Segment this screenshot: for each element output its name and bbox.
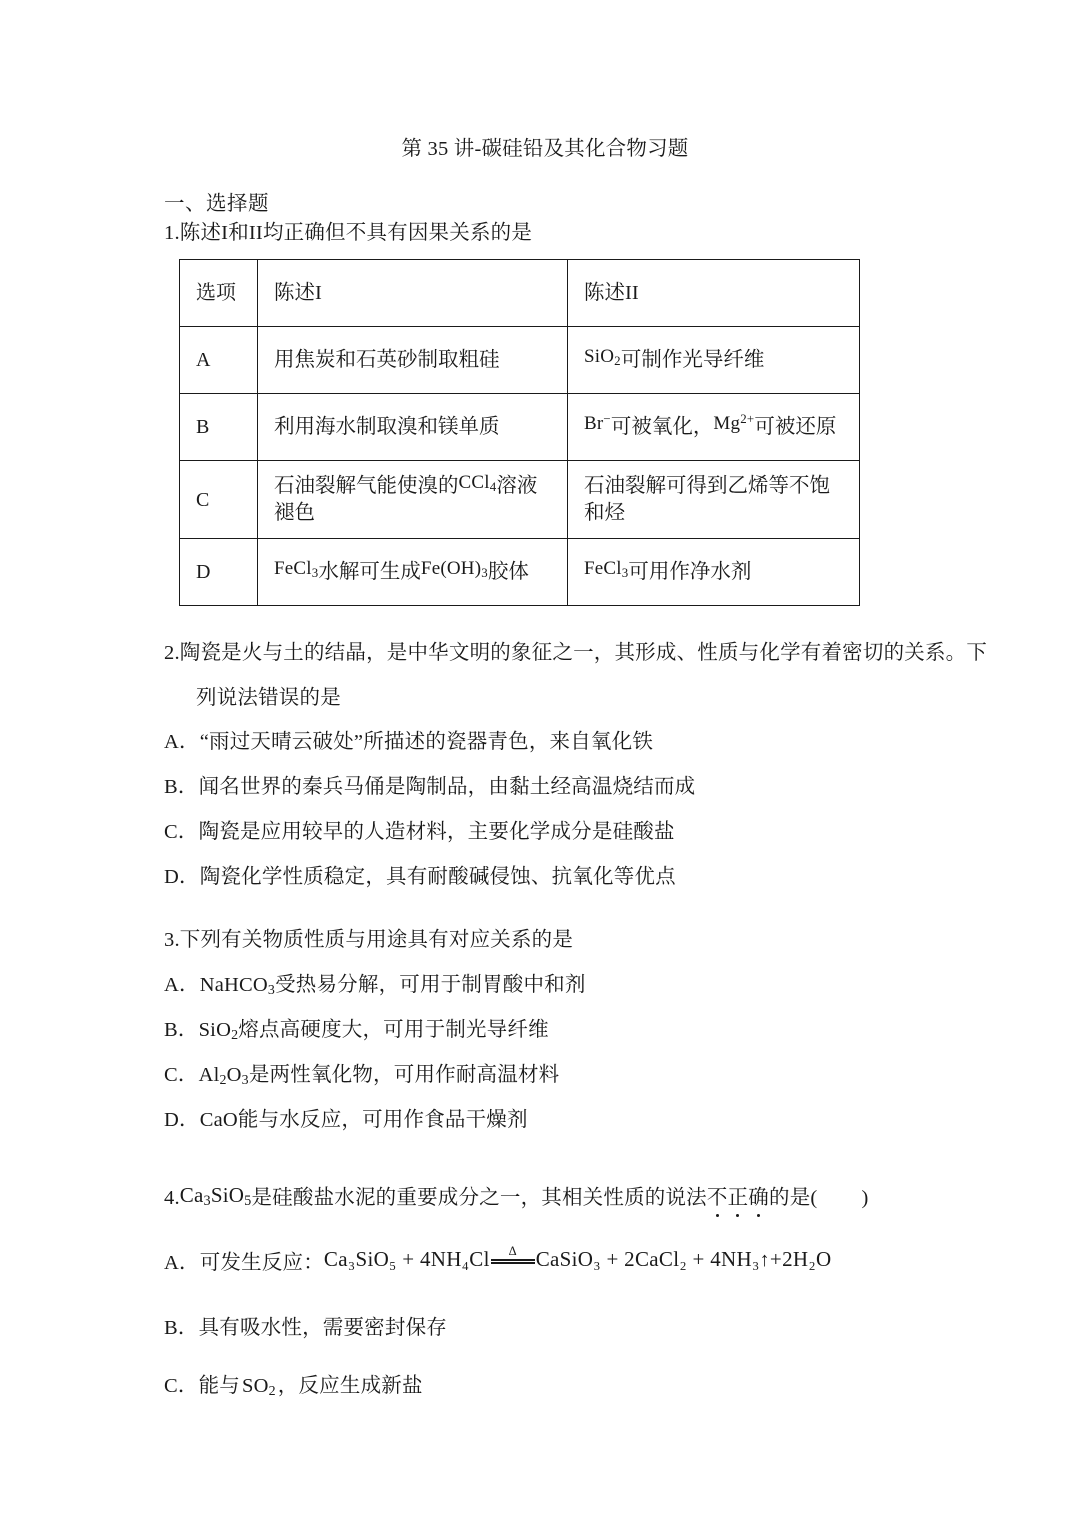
question-2-option-a-label: A． (164, 731, 200, 753)
row-b-statement-1 (258, 394, 568, 461)
question-4-option-c (164, 1374, 423, 1400)
question-3-formula-al2o3: $Al_2O_3$ (198, 1064, 249, 1089)
question-2-option-b-label: B． (164, 776, 199, 798)
eq-plus-3: + (692, 1247, 705, 1271)
question-2-option-b-text: 闻名世界的秦兵马俑是陶制品，由黏土经高温烧结而成 (198, 776, 696, 798)
eq-condition: Δ (508, 1244, 517, 1259)
row-d-statement-1-text-mid: 水解可生成 (318, 560, 421, 583)
question-4-formula-so2: $SO_2$ (241, 1375, 276, 1400)
row-b-formula-bromide: Br− (584, 410, 611, 434)
question-4-option-c-label: C． (164, 1375, 199, 1397)
row-a-statement-1 (258, 327, 568, 394)
question-4-number: 4. (164, 1187, 180, 1209)
question-4-stem-text-before: 是硅酸盐水泥的重要成分之一，其相关性质的说法 (251, 1187, 707, 1209)
statement-table (179, 259, 860, 606)
question-4-formula-ca3sio5: $Ca_3SiO_5$ (179, 1183, 252, 1210)
question-3-option-b (164, 1018, 549, 1044)
question-3-option-b-label: B． (164, 1019, 199, 1041)
row-c-statement-1-text-before: 石油裂解气能使溴的 (274, 475, 459, 497)
question-2-option-d-label: D． (164, 866, 200, 888)
question-2-option-c-text: 陶瓷是应用较早的人造材料，主要化学成分是硅酸盐 (198, 821, 675, 843)
question-4-stem (164, 1184, 868, 1212)
question-2-stem-line-1: 2.陶瓷是火与土的结晶，是中华文明的象征之一，其形成、性质与化学有着密切的关系。下 (164, 642, 988, 664)
question-2-option-a-text: “雨过天晴云破处”所描述的瓷器青色，来自氧化铁 (199, 731, 654, 753)
row-c-formula-ccl4: CCl$_4$ (458, 472, 497, 494)
row-c-statement-2-text: 石油裂解可得到乙烯等不饱和烃 (584, 475, 830, 524)
question-4-option-a (164, 1244, 832, 1277)
question-3-formula-sio2: SiO$_2$ (198, 1019, 239, 1044)
row-option-b: B (180, 394, 258, 461)
question-2-option-c (164, 820, 675, 846)
question-2-option-b (164, 775, 695, 801)
row-d-formula-feoh3: $Fe(OH)_3$ (420, 557, 488, 580)
table-row (180, 327, 860, 394)
question-3-option-d-label: D． (164, 1109, 200, 1131)
question-1-stem: 1.陈述I和II均正确但不具有因果关系的是 (164, 222, 533, 244)
reaction-equation (324, 1246, 832, 1273)
question-3-option-c-text: 是两性氧化物，可用作耐高温材料 (248, 1064, 560, 1086)
question-3-formula-nahco3: NaHCO$_3$ (199, 974, 276, 999)
row-c-statement-1-text-after: 溶液褪色 (274, 475, 538, 524)
question-4-option-b-label: B． (164, 1317, 199, 1339)
eq-plus-1: + (402, 1247, 415, 1271)
table-row (180, 461, 860, 539)
question-3-formula-cao: CaO (199, 1109, 238, 1131)
eq-product-1: CaSiO₃ (535, 1247, 601, 1271)
table-header-statement-1: 陈述I (258, 260, 568, 327)
question-3-option-b-text: 熔点高硬度大，可用于制光导纤维 (238, 1019, 549, 1041)
eq-reactant-2: 4NH₄Cl (419, 1247, 490, 1271)
row-d-formula-fecl3-b: FeCl$_3$ (584, 557, 629, 580)
row-c-statement-2 (568, 461, 860, 539)
table-row (180, 539, 860, 606)
row-b-statement-1-text: 利用海水制取溴和镁单质 (274, 415, 500, 438)
row-c-statement-1 (258, 461, 568, 539)
question-4-stem-tail: ) (861, 1187, 869, 1209)
eq-product-4: 2H₂O (782, 1247, 832, 1271)
row-option-d: D (180, 539, 258, 606)
question-4-option-a-lead: 可发生反应： (199, 1252, 324, 1274)
row-d-formula-fecl3: FeCl$_3$ (274, 557, 319, 580)
row-b-statement-2-text-1: 可被氧化， (610, 415, 714, 438)
question-4-stem-text-after: 的是( (769, 1187, 818, 1209)
eq-reactant-1: Ca₃SiO₅ (323, 1247, 397, 1271)
eq-plus-4: + (769, 1247, 783, 1271)
page-title: 第 35 讲-碳硅铅及其化合物习题 (401, 138, 689, 160)
question-3-option-c-label: C． (164, 1064, 199, 1086)
question-3-option-a-label: A． (164, 974, 200, 996)
gas-arrow-icon: ↑ (759, 1249, 770, 1271)
row-b-formula-magnesium: $Mg^{2+}$ (713, 410, 755, 434)
table-row (180, 394, 860, 461)
question-2-stem-line-2: 列说法错误的是 (196, 687, 341, 709)
question-4-option-b-text: 具有吸水性，需要密封保存 (198, 1317, 447, 1339)
question-2-option-a (164, 730, 653, 756)
row-d-statement-1-text-after: 胶体 (487, 560, 529, 583)
table-header-option: 选项 (180, 260, 258, 327)
question-2-option-d (164, 865, 676, 891)
row-a-statement-2 (568, 327, 860, 394)
row-d-statement-2 (568, 539, 860, 606)
table-header-statement-2: 陈述II (568, 260, 860, 327)
question-3-stem: 3.下列有关物质性质与用途具有对应关系的是 (164, 929, 574, 951)
row-option-c: C (180, 461, 258, 539)
section-heading: 一、选择题 (164, 193, 269, 215)
row-b-statement-2 (568, 394, 860, 461)
question-3-option-d-text: 能与水反应，可用作食品干燥剂 (237, 1109, 528, 1131)
question-4-option-a-label: A． (164, 1252, 200, 1274)
question-2-option-c-label: C． (164, 821, 199, 843)
question-4-option-b (164, 1316, 447, 1342)
question-3-option-a-text: 受热易分解，可用于制胃酸中和剂 (275, 974, 586, 996)
question-3-option-a (164, 973, 586, 999)
row-option-a: A (180, 327, 258, 394)
question-2-option-d-text: 陶瓷化学性质稳定，具有耐酸碱侵蚀、抗氧化等优点 (199, 866, 676, 888)
question-3-option-c (164, 1063, 559, 1089)
question-3-option-d (164, 1108, 528, 1134)
eq-plus-2: + (606, 1247, 619, 1271)
eq-product-3: 4NH₃ (710, 1247, 760, 1271)
row-b-statement-2-text-2: 可被还原 (754, 415, 837, 438)
row-a-statement-1-text: 用焦炭和石英砂制取粗硅 (274, 348, 500, 371)
row-a-formula-sio2: SiO$_2$ (584, 345, 621, 368)
question-4-option-c-text: ，反应生成新盐 (277, 1375, 423, 1397)
reaction-arrow-icon (491, 1244, 535, 1272)
eq-product-2: 2CaCl₂ (624, 1247, 687, 1271)
row-a-statement-2-text: 可制作光导纤维 (620, 348, 765, 371)
question-4-option-c-lead: 能与 (198, 1375, 240, 1397)
row-d-statement-2-text: 可用作净水剂 (628, 560, 752, 583)
table-header-row (180, 260, 860, 327)
row-d-statement-1 (258, 539, 568, 606)
question-4-emphasis: 不正确 (707, 1187, 769, 1209)
